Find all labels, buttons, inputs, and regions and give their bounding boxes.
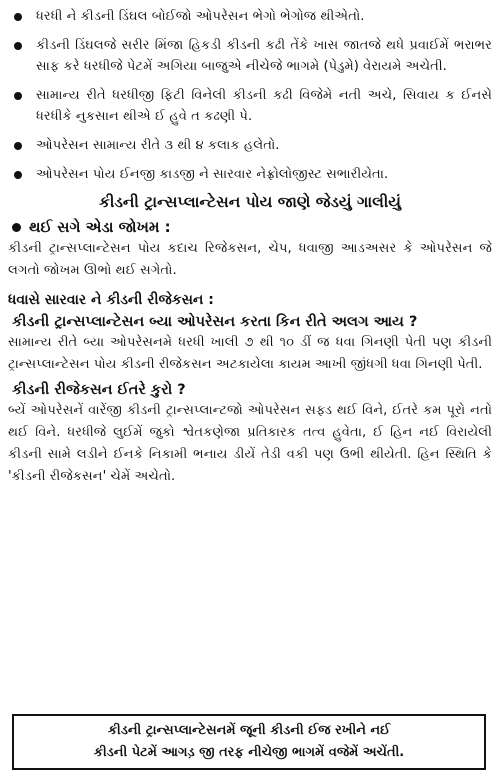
bullet-item — [8, 35, 492, 77]
question-heading: કીડની ટ્રાન્સપ્લાન્ટેસન બ્યા ઓપરેસન કરતા કિન રીતે અલગ આય ? — [12, 314, 418, 330]
bullet-dot-icon — [12, 223, 21, 232]
bullet-text: સામાન્ય રીતે ધરધીજી ફિટી વિનેલી કીડની કઢી વિજેમે નતી અચે, સિવાય ક ઈનસે ધરધીકે નુકસાન થીએ ઈ હુવે ત કઢણી પે. — [36, 88, 492, 124]
risk-heading — [12, 218, 492, 236]
risk-heading-text: થઈ સગે એડા જોખમ : — [29, 218, 171, 236]
bullet-item — [8, 135, 492, 156]
section-title: કીડની ટ્રાન્સપ્લાન્ટેસન પોય જાણે જેડયું ગાલીયું — [99, 193, 401, 211]
answer-paragraph: સામાન્ય રીતે બ્યા ઓપરેસનમે ધરધી ખાલી ૭ થી ૧૦ ડીં જ ધવા ગિનણી પેતી પણ કીડની ટ્રાન્સપ્લાન્ટેસન પોય કીડની રીજેકસન અટકાયેલા કાયમ આખી જીંધગી ધવા ગિનણી પેતી. — [8, 335, 492, 372]
bullet-text: ઓપરેસન પોય ઈનજી કાડજી ને સારવાર નેફ્રોલોજીસ્ટ સભારીયેતા. — [36, 167, 389, 182]
bullet-text: ધરધી ને કીડની ડિંઘલ બોઈજો ઓપરેસન ભેગો ભેગોજ થીએતો. — [36, 9, 365, 24]
bullet-dot-icon — [14, 42, 22, 50]
risk-paragraph: કીડની ટ્રાન્સપ્લાન્ટેસન પોય કદાચ રિજેકસન, ચેપ, ધવાજી આડઅસર કે ઓપરેસન જે લગતો જોખમ ઊભો થઈ સગેતો. — [8, 241, 492, 278]
highlight-line: કીડની પેટમેં આગડ઼ જી તરફ નીચેજી ભાગમેં વજેમેં અચેંતી. — [93, 745, 405, 760]
answer-paragraph: બ્યેં ઓપરેસનેં વારેંજી કીડની ટ્રાન્સપ્લાન્ટજો ઓપરેસન સફ્ડ થઈ વિને, ઈતરે કમ પૂરો નતો થઈ વિને. ધરધીજે લુઈમેં જુકો શ્વેતકણેજા પ્રતિકારક તત્વ હુવેતા, ઈ હિન નઈ વિરાયેલી કીડની સામે લડીને ઈનકે નિકામી ભનાય ડીયેં તેડી વકી પણ ઉભી થીયેતી. હિન સ્થિતિ કે 'કીડની રીજેકસન' ચેમેં અચેતો. — [8, 403, 492, 484]
bullet-item — [8, 164, 492, 185]
bullet-text: ઓપરેસન સામાન્ય રીતે ૩ થી ૪ કલાક હલેતો. — [36, 138, 280, 153]
bullet-item — [8, 85, 492, 127]
bullet-item — [8, 6, 492, 27]
bullet-dot-icon — [14, 142, 22, 150]
bullet-list — [8, 6, 492, 185]
bullet-dot-icon — [14, 171, 22, 179]
bullet-text: કીડની ડિંઘલજે સરીર મિંજા હિકડી કીડની કઢી તેંકે ખાસ જાતજે થધે પ્રવાઈમેં ભરાભર સાફ કરે ધરધીજે પેટમેં અગિયા બાજુએ નીચેજે ભાગમે (પેડુમે) વેરાયમે અચેતી. — [36, 38, 492, 74]
question-heading: કીડની રીજેકસન ઈતરે કુરો ? — [12, 382, 186, 398]
highlight-line: કીડની ટ્રાન્સપ્લાન્ટેસનમેં જૂની કીડની ઈજ રખીને નઈ — [107, 723, 391, 738]
care-heading: ધવાસે સારવાર ને કીડની રીજેકસન : — [8, 292, 214, 308]
highlight-box — [12, 714, 486, 770]
bullet-dot-icon — [14, 92, 22, 100]
bullet-dot-icon — [14, 13, 22, 21]
